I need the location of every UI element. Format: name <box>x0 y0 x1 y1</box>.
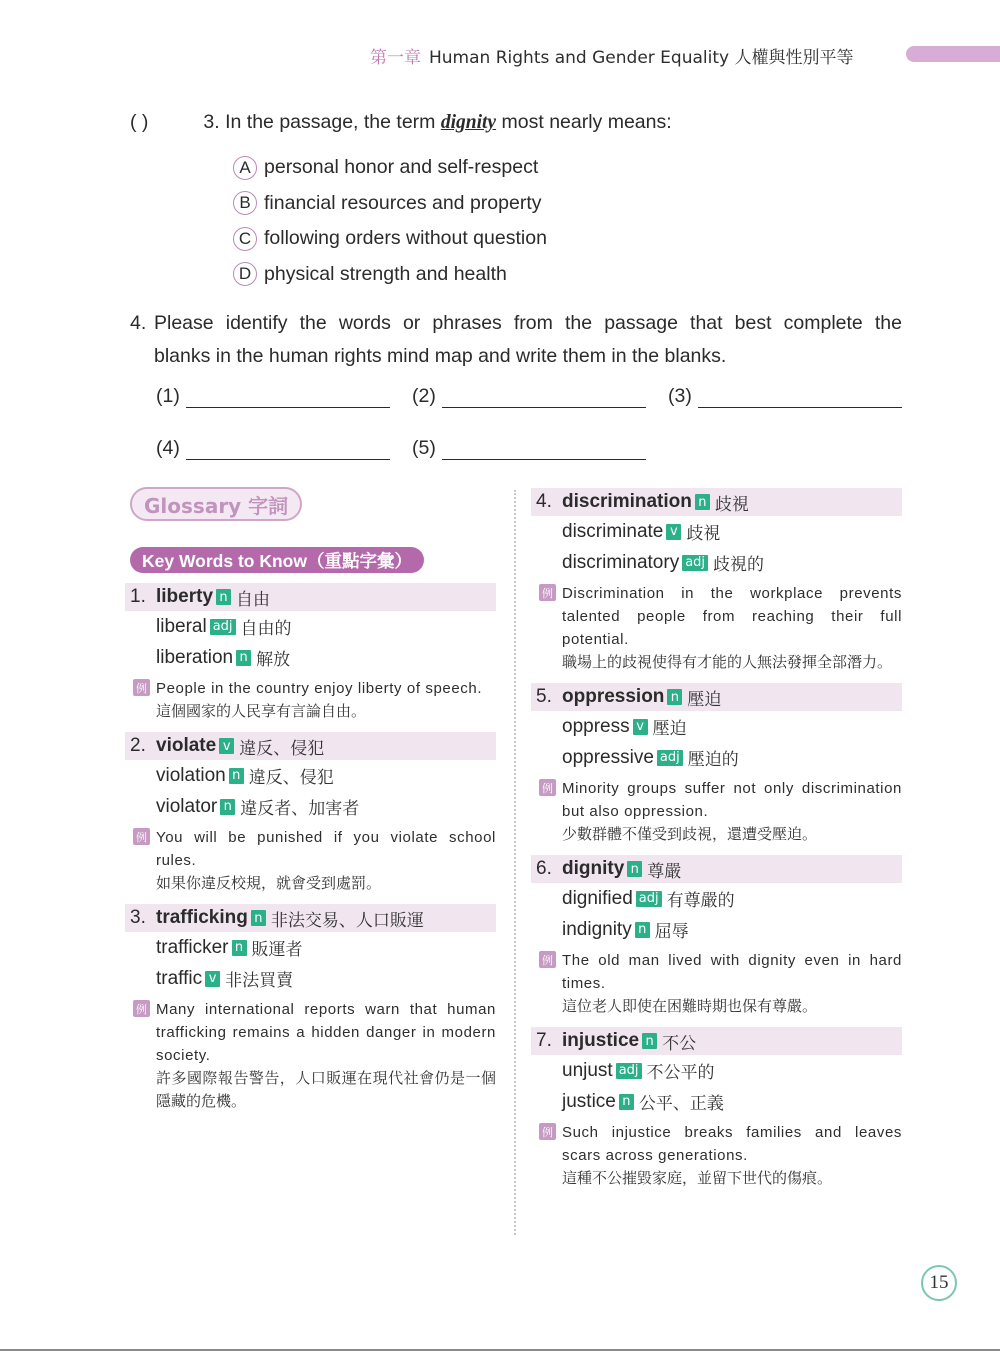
derivative-word: violator <box>156 795 218 817</box>
entry-number: 3. <box>130 907 146 928</box>
example-chinese: 如果你違反校規，就會受到處罰。 <box>156 874 382 892</box>
entry-headword-row <box>531 683 902 711</box>
option-a[interactable] <box>233 150 547 186</box>
question-3 <box>130 111 672 134</box>
part-of-speech-tag: n <box>220 799 235 815</box>
derivative-word: discriminate <box>562 520 664 542</box>
blank-4[interactable] <box>156 437 390 460</box>
chapter-label: 第一章 <box>370 47 421 68</box>
blank-label: (3) <box>668 385 692 407</box>
example-chinese: 少數群體不僅受到歧視，還遭受壓迫。 <box>562 825 818 843</box>
glossary-entry <box>125 583 496 723</box>
entry-number: 7. <box>536 1030 552 1051</box>
part-of-speech-tag: n <box>251 910 266 926</box>
derivative-row <box>531 914 902 945</box>
example-english: The old man lived with dignity even in hard times. <box>562 952 902 992</box>
answer-paren[interactable]: ( ) <box>130 111 149 133</box>
derivative-word: oppress <box>562 715 630 737</box>
glossary-entry <box>125 732 496 895</box>
page-bottom-border <box>0 1349 1000 1351</box>
option-d[interactable] <box>233 257 547 293</box>
part-of-speech-tag: n <box>236 650 251 666</box>
part-of-speech-tag: v <box>219 738 234 754</box>
option-c[interactable] <box>233 221 547 257</box>
example-icon: 例 <box>539 1123 556 1140</box>
example-icon: 例 <box>539 779 556 796</box>
derivative-word: liberal <box>156 615 207 637</box>
option-text: financial resources and property <box>264 191 542 214</box>
entry-number: 1. <box>130 586 146 607</box>
derivative-translation: 違反、侵犯 <box>248 768 334 788</box>
glossary-entry <box>531 683 902 846</box>
example-text <box>562 1121 902 1190</box>
example-chinese: 許多國際報告警告，人口販運在現代社會仍是一個隱藏的危機。 <box>156 1069 496 1110</box>
example-chinese: 這個國家的人民享有言論自由。 <box>156 702 367 720</box>
derivative-translation: 歧視 <box>686 524 721 544</box>
entry-word: discrimination <box>562 491 692 512</box>
option-b[interactable] <box>233 186 547 222</box>
option-text: following orders without question <box>264 227 547 250</box>
derivative-translation: 公平、正義 <box>638 1094 724 1114</box>
part-of-speech-tag: n <box>232 940 247 956</box>
derivative-row <box>125 642 496 673</box>
question-number: 3. <box>203 111 220 133</box>
example-text <box>562 582 902 674</box>
derivative-translation: 屈辱 <box>654 922 689 942</box>
entry-translation: 不公 <box>662 1033 697 1054</box>
entry-number: 4. <box>536 491 552 512</box>
part-of-speech-tag: n <box>619 1094 634 1110</box>
entry-headword-row <box>531 1027 902 1055</box>
entry-headword-row <box>531 855 902 883</box>
blank-3[interactable] <box>668 385 902 408</box>
option-letter: D <box>233 262 257 286</box>
chapter-title: Human Rights and Gender Equality 人權與性別平等 <box>429 47 854 68</box>
derivative-word: traffic <box>156 967 203 989</box>
example-sentence <box>531 582 902 674</box>
entry-word: dignity <box>562 858 625 879</box>
example-icon: 例 <box>133 679 150 696</box>
glossary-entry <box>531 855 902 1018</box>
derivative-translation: 壓迫的 <box>687 750 739 770</box>
entry-number: 5. <box>536 686 552 707</box>
derivative-word: justice <box>562 1090 616 1112</box>
entry-word: trafficking <box>156 907 248 928</box>
option-text: physical strength and health <box>264 262 507 285</box>
derivative-row <box>531 883 902 914</box>
part-of-speech-tag: n <box>216 589 231 605</box>
question-line-2: blanks in the human rights mind map and write them in the blanks. <box>154 345 727 367</box>
part-of-speech-tag: n <box>695 494 710 510</box>
option-letter: C <box>233 227 257 251</box>
entry-translation: 違反、侵犯 <box>239 738 325 759</box>
glossary-right-column <box>531 488 902 1199</box>
example-sentence <box>125 677 496 723</box>
blank-2[interactable] <box>412 385 646 408</box>
entry-number: 2. <box>130 735 146 756</box>
question-stem-before: In the passage, the term <box>225 111 436 133</box>
part-of-speech-tag: adj <box>657 750 683 766</box>
example-icon: 例 <box>539 951 556 968</box>
derivative-row <box>531 516 902 547</box>
column-divider <box>514 490 516 1235</box>
entry-translation: 自由 <box>236 589 271 610</box>
derivative-word: liberation <box>156 646 234 668</box>
example-text <box>156 826 496 895</box>
blank-5[interactable] <box>412 437 646 460</box>
entry-word: oppression <box>562 686 665 707</box>
glossary-entry <box>531 1027 902 1190</box>
entry-translation: 非法交易、人口販運 <box>270 910 424 931</box>
entry-headword-row <box>125 583 496 611</box>
derivative-translation: 自由的 <box>240 619 292 639</box>
question-term: dignity <box>440 112 497 133</box>
part-of-speech-tag: n <box>627 861 642 877</box>
example-english: Many international reports warn that human trafficking remains a hidden danger in modern society. <box>156 1001 496 1064</box>
example-english: Minority groups suffer not only discrimination but also oppression. <box>562 780 902 820</box>
derivative-row <box>531 547 902 578</box>
entry-translation: 壓迫 <box>687 689 722 710</box>
entry-word: injustice <box>562 1030 640 1051</box>
part-of-speech-tag: adj <box>210 619 236 635</box>
part-of-speech-tag: n <box>642 1033 657 1049</box>
derivative-translation: 非法買賣 <box>225 971 294 991</box>
example-sentence <box>531 1121 902 1190</box>
chapter-header <box>370 42 853 68</box>
part-of-speech-tag: v <box>633 719 648 735</box>
derivative-translation: 違反者、加害者 <box>240 799 360 819</box>
example-english: Discrimination in the workplace prevents talented people from reaching their full potential. <box>562 585 902 648</box>
derivative-translation: 販運者 <box>251 940 303 960</box>
example-text <box>562 949 902 1018</box>
derivative-row <box>531 1055 902 1086</box>
option-letter: A <box>233 156 257 180</box>
example-text <box>156 677 482 723</box>
blank-1[interactable] <box>156 385 390 408</box>
part-of-speech-tag: v <box>205 971 220 987</box>
blank-line[interactable] <box>698 388 902 408</box>
entry-translation: 尊嚴 <box>647 861 682 882</box>
example-icon: 例 <box>133 828 150 845</box>
question-4 <box>130 307 902 373</box>
example-text <box>156 998 496 1113</box>
example-english: You will be punished if you violate school rules. <box>156 829 496 869</box>
blank-line[interactable] <box>186 440 390 460</box>
derivative-row <box>125 791 496 822</box>
derivative-row <box>531 711 902 742</box>
example-chinese: 職場上的歧視使得有才能的人無法發揮全部潛力。 <box>562 653 893 671</box>
part-of-speech-tag: adj <box>682 555 708 571</box>
part-of-speech-tag: v <box>666 524 681 540</box>
part-of-speech-tag: n <box>667 689 682 705</box>
derivative-translation: 歧視的 <box>713 555 765 575</box>
example-english: People in the country enjoy liberty of speech. <box>156 680 483 697</box>
example-sentence <box>531 777 902 846</box>
question-number: 4. <box>130 312 147 334</box>
blank-label: (4) <box>156 437 180 459</box>
blank-label: (5) <box>412 437 436 459</box>
entry-number: 6. <box>536 858 552 879</box>
blank-label: (1) <box>156 385 180 407</box>
key-words-heading: Key Words to Know（重點字彙） <box>130 547 424 573</box>
glossary-heading: Glossary 字詞 <box>130 487 302 521</box>
derivative-translation: 壓迫 <box>652 719 687 739</box>
entry-word: liberty <box>156 586 214 607</box>
example-sentence <box>531 949 902 1018</box>
example-chinese: 這種不公摧毀家庭，並留下世代的傷痕。 <box>562 1169 833 1187</box>
derivative-word: discriminatory <box>562 551 680 573</box>
derivative-translation: 有尊嚴的 <box>666 891 735 911</box>
question-line-1: Please identify the words or phrases from the passage that best complete the <box>154 312 902 334</box>
blank-line[interactable] <box>186 388 390 408</box>
blank-label: (2) <box>412 385 436 407</box>
derivative-translation: 解放 <box>256 650 291 670</box>
entry-headword-row <box>125 904 496 932</box>
blank-line[interactable] <box>442 440 646 460</box>
entry-word: violate <box>156 735 217 756</box>
part-of-speech-tag: adj <box>616 1063 642 1079</box>
derivative-translation: 不公平的 <box>646 1063 715 1083</box>
option-text: personal honor and self-respect <box>264 156 539 179</box>
example-icon: 例 <box>133 1000 150 1017</box>
entry-headword-row <box>531 488 902 516</box>
derivative-word: indignity <box>562 918 632 940</box>
derivative-word: dignified <box>562 887 633 909</box>
derivative-row <box>125 611 496 642</box>
derivative-word: oppressive <box>562 746 654 768</box>
example-icon: 例 <box>539 584 556 601</box>
example-text <box>562 777 902 846</box>
example-sentence <box>125 998 496 1113</box>
question-3-options <box>233 150 547 292</box>
blank-line[interactable] <box>442 388 646 408</box>
part-of-speech-tag: n <box>635 922 650 938</box>
derivative-row <box>531 1086 902 1117</box>
entry-headword-row <box>125 732 496 760</box>
option-letter: B <box>233 191 257 215</box>
page-number: 15 <box>921 1265 957 1301</box>
example-english: Such injustice breaks families and leaves scars across generations. <box>562 1124 902 1164</box>
derivative-word: violation <box>156 764 226 786</box>
glossary-entry <box>125 904 496 1113</box>
example-sentence <box>125 826 496 895</box>
entry-translation: 歧視 <box>714 494 749 515</box>
derivative-word: unjust <box>562 1059 613 1081</box>
derivative-word: trafficker <box>156 936 229 958</box>
derivative-row <box>125 760 496 791</box>
header-accent-bar <box>906 46 1000 62</box>
glossary-left-column <box>125 583 496 1122</box>
derivative-row <box>125 963 496 994</box>
glossary-entry <box>531 488 902 674</box>
part-of-speech-tag: adj <box>636 891 662 907</box>
question-stem-after: most nearly means: <box>501 111 672 133</box>
derivative-row <box>125 932 496 963</box>
derivative-row <box>531 742 902 773</box>
part-of-speech-tag: n <box>229 768 244 784</box>
example-chinese: 這位老人即使在困難時期也保有尊嚴。 <box>562 997 818 1015</box>
